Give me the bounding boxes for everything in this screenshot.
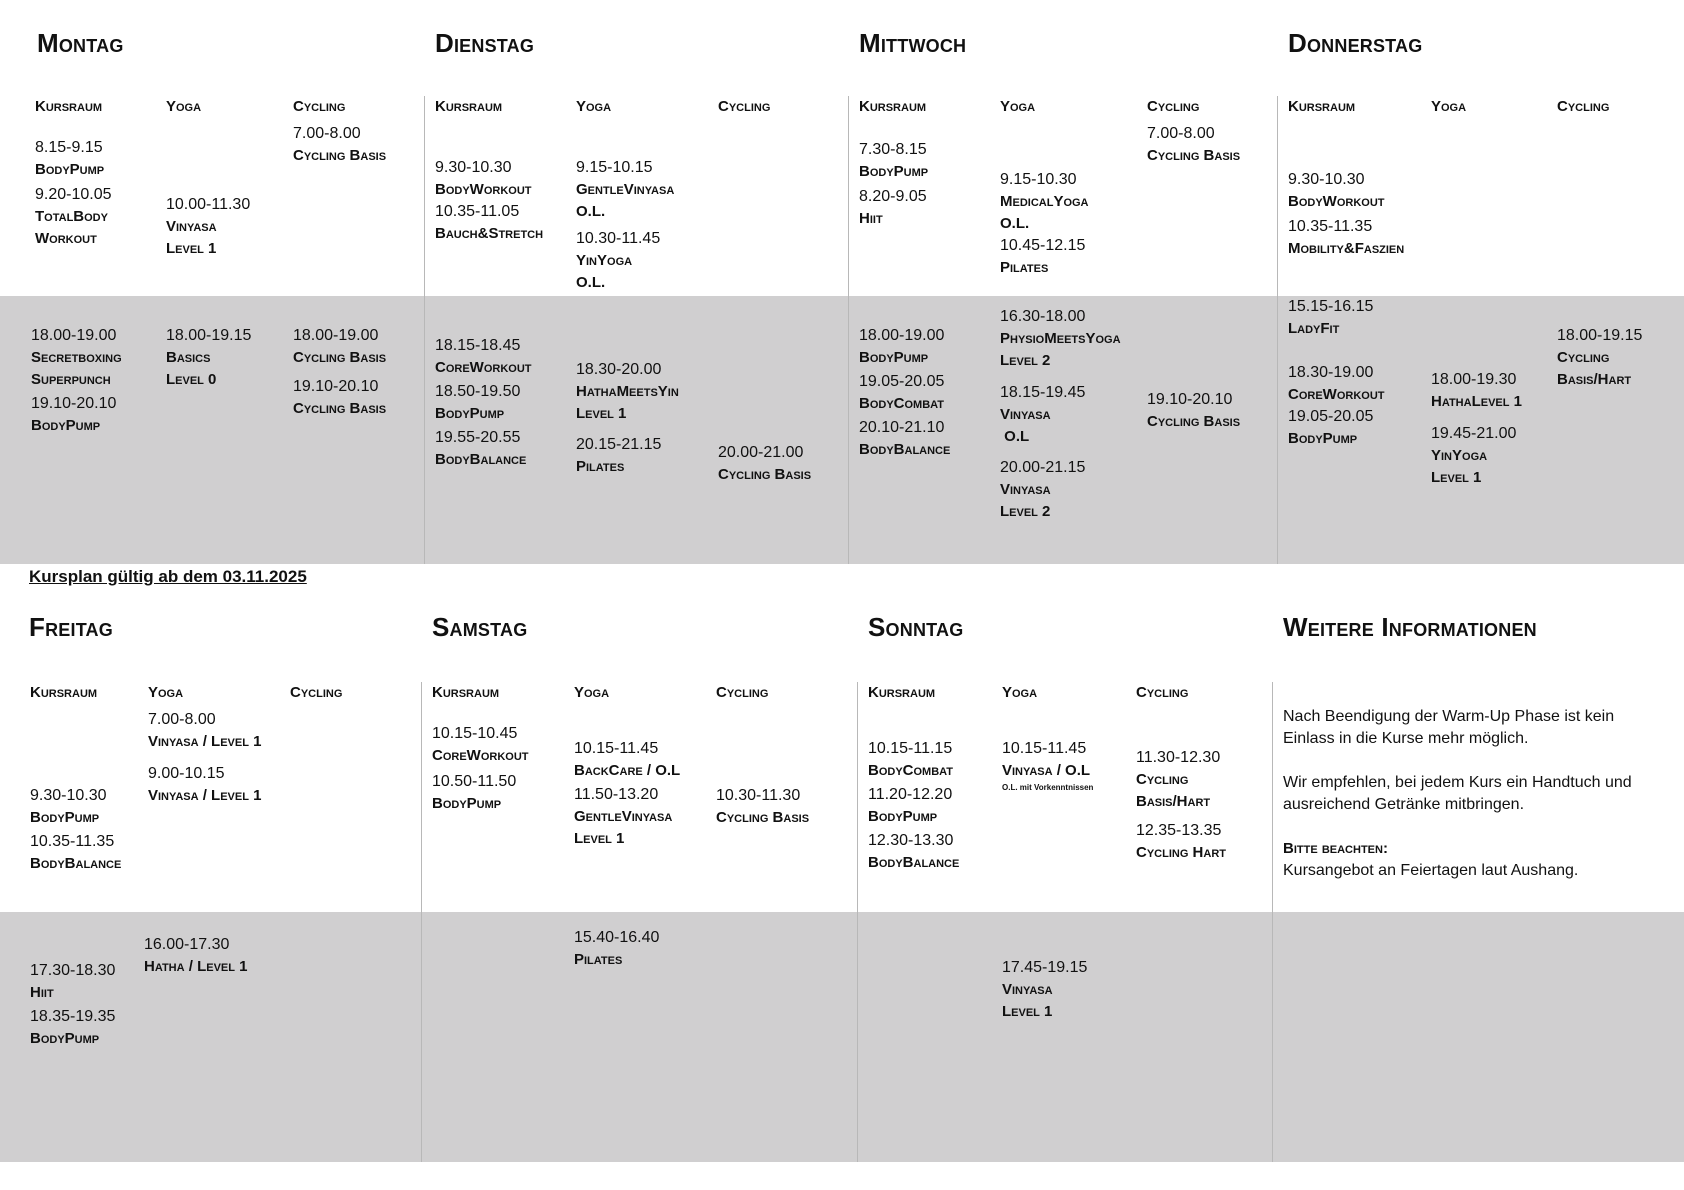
class-entry — [30, 960, 115, 1004]
col-header-cycling: Cycling — [293, 98, 346, 115]
class-entry — [868, 738, 953, 782]
class-entry — [1002, 738, 1093, 794]
class-entry — [435, 381, 520, 425]
class-name: Vinyasa — [166, 218, 217, 235]
class-name: BodyPump — [859, 163, 929, 180]
class-name: Cycling Basis — [293, 349, 387, 366]
col-header-kursraum: Kursraum — [859, 98, 927, 115]
class-entry — [1136, 820, 1226, 864]
class-entry — [859, 139, 928, 183]
class-name: BodyPump — [868, 808, 938, 825]
class-name: Workout — [35, 230, 97, 247]
class-time: 20.00-21.00 — [718, 444, 804, 461]
class-level: O.L. — [576, 203, 606, 220]
class-time: 10.35-11.35 — [30, 833, 115, 850]
class-entry — [293, 325, 386, 369]
class-level: O.L — [1000, 428, 1030, 445]
divider — [421, 682, 422, 1162]
class-time: 7.00-8.00 — [293, 125, 361, 142]
class-entry — [1557, 325, 1642, 391]
class-time: 18.00-19.15 — [1557, 327, 1643, 344]
class-entry — [166, 325, 251, 391]
info-text — [1283, 706, 1643, 882]
class-time: 12.35-13.35 — [1136, 822, 1222, 839]
class-name: Hiit — [859, 210, 883, 227]
class-entry — [1288, 362, 1385, 406]
class-entry — [435, 335, 532, 379]
class-entry — [576, 359, 679, 425]
class-time: 19.05-20.05 — [859, 373, 945, 390]
col-header-kursraum: Kursraum — [30, 684, 98, 701]
info-paragraph: Kursangebot an Feiertagen laut Aushang. — [1283, 862, 1579, 879]
class-time: 10.15-11.15 — [868, 740, 953, 757]
class-entry — [859, 417, 950, 461]
class-entry — [868, 784, 952, 828]
class-name: HathaMeetsYin — [576, 383, 679, 400]
class-time: 12.30-13.30 — [868, 832, 954, 849]
class-name: Cycling — [1557, 349, 1610, 366]
class-time: 18.50-19.50 — [435, 383, 521, 400]
class-entry — [1288, 169, 1385, 213]
class-name: Vinyasa — [1000, 481, 1051, 498]
class-time: 19.05-20.05 — [1288, 408, 1374, 425]
day-heading-freitag: Freitag — [29, 612, 113, 642]
class-entry — [293, 376, 386, 420]
class-name: Vinyasa / Level 1 — [148, 733, 262, 750]
class-entry — [31, 393, 116, 437]
class-entry — [718, 442, 811, 486]
class-name: Pilates — [574, 951, 623, 968]
class-time: 9.00-10.15 — [148, 765, 225, 782]
class-time: 17.45-19.15 — [1002, 959, 1088, 976]
class-level: Level 2 — [1000, 352, 1051, 369]
class-name: Vinyasa / Level 1 — [148, 787, 262, 804]
class-time: 10.15-11.45 — [574, 740, 659, 757]
col-header-cycling: Cycling — [1557, 98, 1610, 115]
col-header-kursraum: Kursraum — [435, 98, 503, 115]
class-entry — [166, 194, 250, 260]
class-entry — [1136, 747, 1220, 813]
class-note: O.L. mit Vorkenntnissen — [1002, 783, 1094, 792]
class-entry — [293, 123, 386, 167]
class-entry — [1002, 957, 1087, 1023]
class-time: 10.30-11.30 — [716, 787, 801, 804]
class-entry — [1431, 423, 1516, 489]
class-name: BodyCombat — [859, 395, 945, 412]
class-entry — [30, 831, 121, 875]
class-entry — [1431, 369, 1522, 413]
class-entry — [859, 325, 944, 369]
class-name: CoreWorkout — [1288, 386, 1385, 403]
class-name: BodyCombat — [868, 762, 954, 779]
class-entry — [1288, 216, 1404, 260]
class-name: BodyBalance — [868, 854, 960, 871]
class-name: Bauch&Stretch — [435, 225, 544, 242]
class-time: 7.30-8.15 — [859, 141, 927, 158]
class-time: 9.20-10.05 — [35, 186, 112, 203]
class-time: 10.00-11.30 — [166, 196, 251, 213]
class-time: 18.15-19.45 — [1000, 384, 1086, 401]
class-level: O.L. — [1000, 215, 1030, 232]
class-entry — [574, 784, 672, 850]
class-name: Cycling Basis — [716, 809, 810, 826]
class-time: 15.40-16.40 — [574, 929, 660, 946]
day-heading-sonntag: Sonntag — [868, 612, 964, 642]
day-heading-montag: Montag — [37, 28, 124, 58]
class-name: Basics — [166, 349, 211, 366]
class-time: 18.00-19.00 — [293, 327, 379, 344]
class-entry — [432, 723, 529, 767]
col-header-cycling: Cycling — [716, 684, 769, 701]
class-name: GentleVinyasa — [576, 181, 675, 198]
class-time: 18.35-19.35 — [30, 1008, 116, 1025]
class-entry — [1000, 306, 1121, 372]
class-name: BodyBalance — [435, 451, 527, 468]
divider — [848, 96, 849, 564]
class-time: 20.15-21.15 — [576, 436, 662, 453]
class-time: 10.45-12.15 — [1000, 237, 1086, 254]
class-name: CoreWorkout — [435, 359, 532, 376]
class-entry — [148, 763, 261, 807]
class-name: BackCare / O.L — [574, 762, 681, 779]
class-time: 8.20-9.05 — [859, 188, 927, 205]
class-level: Level 2 — [1000, 503, 1051, 520]
class-time: 10.15-11.45 — [1002, 740, 1087, 757]
class-time: 19.10-20.10 — [1147, 391, 1233, 408]
class-entry — [1147, 389, 1240, 433]
col-header-yoga: Yoga — [1000, 98, 1036, 115]
class-level: Level 1 — [1431, 469, 1482, 486]
class-name: Basis/Hart — [1557, 371, 1632, 388]
class-entry — [35, 137, 104, 181]
class-time: 11.30-12.30 — [1136, 749, 1221, 766]
day-heading-donnerstag: Donnerstag — [1288, 28, 1423, 58]
class-time: 19.55-20.55 — [435, 429, 521, 446]
col-header-yoga: Yoga — [1002, 684, 1038, 701]
col-header-cycling: Cycling — [718, 98, 771, 115]
class-entry — [435, 427, 526, 471]
class-entry — [1288, 406, 1373, 450]
info-paragraph: Nach Beendigung der Warm-Up Phase ist kein Einlass in die Kurse mehr möglich. — [1283, 708, 1615, 747]
col-header-kursraum: Kursraum — [1288, 98, 1356, 115]
class-time: 7.00-8.00 — [1147, 125, 1215, 142]
validity-note: Kursplan gültig ab dem 03.11.2025 — [29, 567, 307, 586]
col-header-cycling: Cycling — [1136, 684, 1189, 701]
col-header-cycling: Cycling — [290, 684, 343, 701]
evening-band-bottom — [0, 912, 1684, 1162]
class-name: Pilates — [1000, 259, 1049, 276]
class-time: 11.20-12.20 — [868, 786, 953, 803]
class-level: Level 1 — [1002, 1003, 1053, 1020]
info-paragraph: Wir empfehlen, bei jedem Kurs ein Handtuch und ausreichend Getränke mitbringen. — [1283, 774, 1632, 813]
class-entry — [859, 371, 944, 415]
day-heading-samstag: Samstag — [432, 612, 528, 642]
class-time: 10.50-11.50 — [432, 773, 517, 790]
class-entry — [1000, 382, 1085, 448]
col-header-kursraum: Kursraum — [35, 98, 103, 115]
col-header-kursraum: Kursraum — [868, 684, 936, 701]
class-name: Hatha / Level 1 — [144, 958, 248, 975]
class-entry — [35, 184, 112, 250]
class-name: CoreWorkout — [432, 747, 529, 764]
class-time: 18.30-19.00 — [1288, 364, 1374, 381]
class-name: BodyPump — [859, 349, 929, 366]
class-name: GentleVinyasa — [574, 808, 673, 825]
class-name: MedicalYoga — [1000, 193, 1089, 210]
class-name: BodyBalance — [30, 855, 122, 872]
class-entry — [148, 709, 261, 753]
class-name: Vinyasa / O.L — [1002, 762, 1091, 779]
class-name: BodyWorkout — [435, 181, 532, 198]
day-heading-dienstag: Dienstag — [435, 28, 535, 58]
class-time: 10.15-10.45 — [432, 725, 518, 742]
class-entry — [716, 785, 809, 829]
class-time: 10.30-11.45 — [576, 230, 661, 247]
class-name: YinYoga — [576, 252, 633, 269]
class-name: Pilates — [576, 458, 625, 475]
class-entry — [31, 325, 122, 391]
class-name: Basis/Hart — [1136, 793, 1211, 810]
class-name: YinYoga — [1431, 447, 1488, 464]
class-level: O.L. — [576, 274, 606, 291]
class-time: 15.15-16.15 — [1288, 298, 1374, 315]
class-entry — [432, 771, 516, 815]
class-time: 9.15-10.15 — [576, 159, 653, 176]
class-name: TotalBody — [35, 208, 108, 225]
class-name: Cycling Basis — [293, 400, 387, 417]
class-entry — [576, 157, 674, 223]
class-name: Hiit — [30, 984, 54, 1001]
col-header-kursraum: Kursraum — [432, 684, 500, 701]
class-entry — [1000, 235, 1085, 279]
divider — [424, 96, 425, 564]
class-time: 16.00-17.30 — [144, 936, 230, 953]
class-name: Cycling Basis — [1147, 147, 1241, 164]
class-time: 9.30-10.30 — [30, 787, 107, 804]
class-name: Secretboxing — [31, 349, 122, 366]
class-name: BodyPump — [432, 795, 502, 812]
class-time: 9.30-10.30 — [435, 159, 512, 176]
class-time: 18.00-19.15 — [166, 327, 252, 344]
class-time: 19.10-20.10 — [31, 395, 117, 412]
class-level: Level 1 — [166, 240, 217, 257]
class-time: 18.00-19.00 — [31, 327, 117, 344]
class-name: PhysioMeetsYoga — [1000, 330, 1121, 347]
class-name: Cycling Basis — [1147, 413, 1241, 430]
class-name: Superpunch — [31, 371, 111, 388]
class-entry — [574, 927, 659, 971]
class-time: 18.30-20.00 — [576, 361, 662, 378]
class-entry — [1147, 123, 1240, 167]
class-name: Cycling Basis — [718, 466, 812, 483]
class-time: 10.35-11.35 — [1288, 218, 1373, 235]
class-name: BodyBalance — [859, 441, 951, 458]
col-header-yoga: Yoga — [166, 98, 202, 115]
class-time: 20.10-21.10 — [859, 419, 945, 436]
class-name: BodyPump — [35, 161, 105, 178]
class-time: 8.15-9.15 — [35, 139, 103, 156]
divider — [1277, 96, 1278, 564]
class-level: Level 0 — [166, 371, 217, 388]
col-header-yoga: Yoga — [1431, 98, 1467, 115]
class-time: 18.00-19.30 — [1431, 371, 1517, 388]
class-time: 17.30-18.30 — [30, 962, 116, 979]
class-name: BodyPump — [30, 809, 100, 826]
class-entry — [576, 434, 661, 478]
class-entry — [859, 186, 927, 230]
class-entry — [1000, 169, 1089, 235]
class-name: BodyPump — [31, 417, 101, 434]
class-name: Vinyasa — [1002, 981, 1053, 998]
class-entry — [435, 201, 543, 245]
day-heading-mittwoch: Mittwoch — [859, 28, 967, 58]
class-level: Level 1 — [576, 405, 627, 422]
class-entry — [30, 1006, 115, 1050]
col-header-yoga: Yoga — [148, 684, 184, 701]
class-time: 19.45-21.00 — [1431, 425, 1517, 442]
class-time: 16.30-18.00 — [1000, 308, 1086, 325]
info-notice-heading: Bitte beachten: — [1283, 840, 1388, 857]
class-name: BodyPump — [1288, 430, 1358, 447]
divider — [857, 682, 858, 1162]
class-time: 9.15-10.30 — [1000, 171, 1077, 188]
class-time: 20.00-21.15 — [1000, 459, 1086, 476]
class-name: Cycling Hart — [1136, 844, 1226, 861]
class-time: 11.50-13.20 — [574, 786, 659, 803]
class-name: BodyPump — [30, 1030, 100, 1047]
class-time: 19.10-20.10 — [293, 378, 379, 395]
class-name: BodyWorkout — [1288, 193, 1385, 210]
class-entry — [144, 934, 247, 978]
class-name: BodyPump — [435, 405, 505, 422]
col-header-yoga: Yoga — [574, 684, 610, 701]
class-name: LadyFit — [1288, 320, 1340, 337]
class-entry — [435, 157, 532, 201]
class-entry — [1288, 296, 1373, 340]
class-entry — [574, 738, 680, 782]
class-entry — [1000, 457, 1085, 523]
class-time: 10.35-11.05 — [435, 203, 520, 220]
class-time: 7.00-8.00 — [148, 711, 216, 728]
class-name: HathaLevel 1 — [1431, 393, 1522, 410]
class-name: Cycling — [1136, 771, 1189, 788]
class-level: Level 1 — [574, 830, 625, 847]
col-header-cycling: Cycling — [1147, 98, 1200, 115]
class-entry — [868, 830, 959, 874]
class-time: 9.30-10.30 — [1288, 171, 1365, 188]
class-entry — [576, 228, 660, 294]
class-name: Mobility&Faszien — [1288, 240, 1405, 257]
info-heading: Weitere Informationen — [1283, 612, 1537, 642]
class-time: 18.00-19.00 — [859, 327, 945, 344]
class-time: 18.15-18.45 — [435, 337, 521, 354]
class-name: Cycling Basis — [293, 147, 387, 164]
class-name: Vinyasa — [1000, 406, 1051, 423]
divider — [1272, 682, 1273, 1162]
col-header-yoga: Yoga — [576, 98, 612, 115]
class-entry — [30, 785, 107, 829]
